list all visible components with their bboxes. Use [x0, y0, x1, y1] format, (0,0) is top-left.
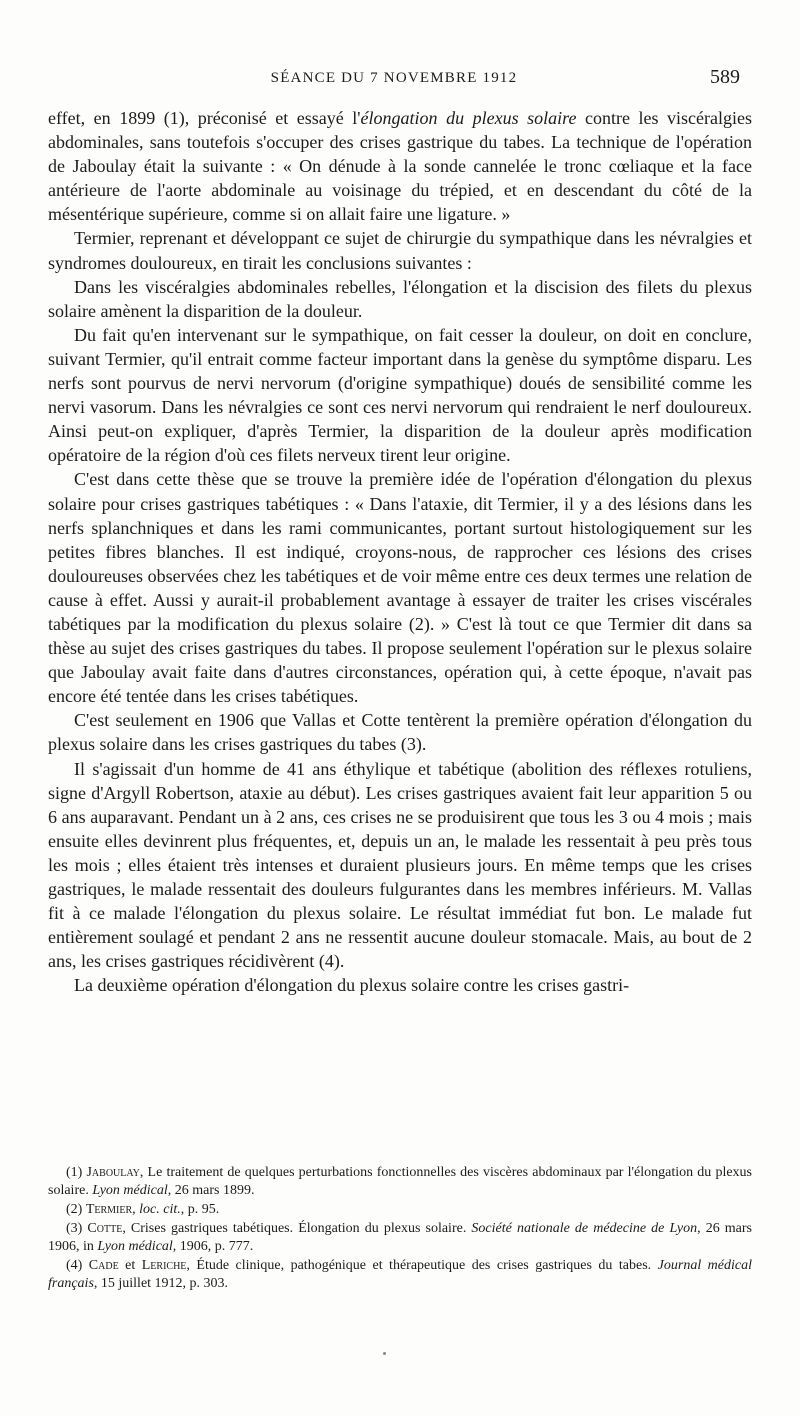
footnotes [48, 1164, 752, 1294]
footnote-3-journal-2: Lyon médical [97, 1239, 173, 1254]
footnote-1-date: , 26 mars 1899. [167, 1183, 255, 1198]
footnote-3 [48, 1220, 752, 1256]
paragraph-5: C'est dans cette thèse que se trouve la première idée de l'opération d'élongation du plexus solaire pour crises gastriques tabétiques : « Dans l'ataxie, dit Termier, il y a des lésions dans les nerfs splanchniques et dans les rami communicantes, portant surtout histologiquement sur les petites fibres blanches. Il est indiqué, croyons-nous, de rapprocher ces lésions des crises douloureuses observées chez les tabétiques et de voir même entre ces deux termes une relation de cause à effet. Aussi y aurait-il probablement avantage à essayer de traiter les crises viscérales tabétiques par la modification du plexus solaire (2). » C'est là tout ce que Termier dit dans sa thèse au sujet des crises gastriques du tabes. Il propose seulement l'opération sur le plexus solaire que Jaboulay avait faite dans d'autres circonstances, opération qui, à cette époque, n'avait pas encore été tentée dans les crises tabétiques. [48, 469, 752, 707]
footnote-3-text: , Crises gastriques tabétiques. Élongation du plexus solaire. [122, 1221, 472, 1236]
paragraph-6: C'est seulement en 1906 que Vallas et Cotte tentèrent la première opération d'élongation du plexus solaire dans les crises gastriques du tabes (3). [48, 710, 752, 755]
footnote-1-author: Jaboulay [86, 1165, 140, 1180]
footnote-4-number: (4) [66, 1258, 89, 1273]
paragraph-1 [48, 106, 752, 226]
footnote-2-page: , p. 95. [180, 1202, 220, 1217]
footnote-2-author: Termier [85, 1202, 133, 1217]
footnote-3-number: (3) [66, 1221, 88, 1236]
footnote-4-journal: Journal médical français [48, 1258, 752, 1291]
footnote-4-author-2: Leriche [141, 1258, 187, 1273]
footnote-1-number: (1) [66, 1165, 87, 1180]
footnote-1 [48, 1164, 752, 1200]
running-head: SÉANCE DU 7 NOVEMBRE 1912 [270, 70, 518, 86]
footnote-1-journal: Lyon médical [92, 1183, 168, 1198]
footnote-2-sep: , [132, 1202, 140, 1217]
footnote-4-author-1: Cade [88, 1258, 119, 1273]
paragraph-3: Dans les viscéralgies abdominales rebelles, l'élongation et la discision des filets du plexus solaire amènent la disparition de la douleur. [48, 276, 752, 321]
paper-speck [383, 1352, 386, 1355]
paragraph-1-end: contre les viscéralgies abdominales, sans toutefois s'occuper des crises gastrique du tabes. La technique de l'opération de Jaboulay était la suivante : « On dénude à la sonde cannelée le tronc cœliaque et la face antérieure de l'aorte abdominale au voisinage du trépied, et en descendant du côté de la mésentérique supérieure, comme si on allait faire une ligature. » [48, 108, 753, 225]
paragraph-1-start: effet, en 1899 (1), préconisé et essayé l' [48, 108, 361, 128]
body-text [48, 106, 752, 997]
paragraph-2: Termier, reprenant et développant ce sujet de chirurgie du sympathique dans les névralgies et syndromes douloureux, en tirait les conclusions suivantes : [48, 228, 752, 273]
page-number: 589 [710, 66, 740, 88]
footnote-2 [48, 1201, 752, 1219]
footnote-4 [48, 1257, 752, 1293]
footnote-2-number: (2) [66, 1202, 86, 1217]
paragraph-4: Du fait qu'en intervenant sur le sympathique, on fait cesser la douleur, on doit en conclure, suivant Termier, qu'il entrait comme facteur important dans la genèse du symptôme disparu. Les nerfs sont pourvus de nervi nervorum (d'origine sympathique) doués de sensibilité comme les nervi vasorum. Dans les névralgies ce sont ces nervi nervorum qui rendraient le nerf douloureux. Ainsi peut-on expliquer, d'après Termier, la disparition de la douleur après modification opératoire de la région d'où ces filets nerveux tirent leur origine. [48, 324, 752, 466]
paragraph-7: Il s'agissait d'un homme de 41 ans éthylique et tabétique (abolition des réflexes rotuliens, signe d'Argyll Robertson, ataxie au début). Les crises gastriques avaient fait leur apparition 5 ou 6 ans auparavant. Pendant un à 2 ans, ces crises ne se produisirent que tous les 3 ou 4 mois ; mais ensuite elles devinrent plus fréquentes, et, depuis un an, le malade les ressentait à peu près tous les mois ; elles étaient très intenses et duraient plusieurs jours. En même temps que les crises gastriques, le malade ressentait des douleurs fulgurantes dans les membres inférieurs. M. Vallas fit à ce malade l'élongation du plexus solaire. Le résultat immédiat fut bon. Le malade fut entièrement soulagé et pendant 2 ans ne ressentit aucune douleur stomacale. Mais, au bout de 2 ans, les crises gastriques récidivèrent (4). [48, 758, 752, 972]
footnote-4-text: , Étude clinique, pathogénique et thérapeutique des crises gastriques du tabes. [186, 1258, 658, 1273]
footnote-3-author: Cotte [87, 1221, 123, 1236]
footnote-3-date: , 26 mars 1906, in [48, 1221, 753, 1254]
footnote-3-journal: Société nationale de médecine de Lyon [471, 1221, 698, 1236]
footnote-4-and: et [118, 1258, 142, 1273]
footnote-4-date: , 15 juillet 1912, p. 303. [93, 1276, 229, 1291]
footnote-1-text: , Le traitement de quelques perturbations fonctionnelles des viscères abdominaux par l'élongation du plexus solaire. [48, 1165, 752, 1198]
footnote-2-ref: loc. cit. [139, 1202, 181, 1217]
paragraph-1-emphasis: élongation du plexus solaire [360, 108, 577, 128]
page-header [48, 64, 740, 94]
footnote-3-page: , 1906, p. 777. [172, 1239, 254, 1254]
paragraph-8: La deuxième opération d'élongation du plexus solaire contre les crises gastri- [74, 975, 630, 996]
